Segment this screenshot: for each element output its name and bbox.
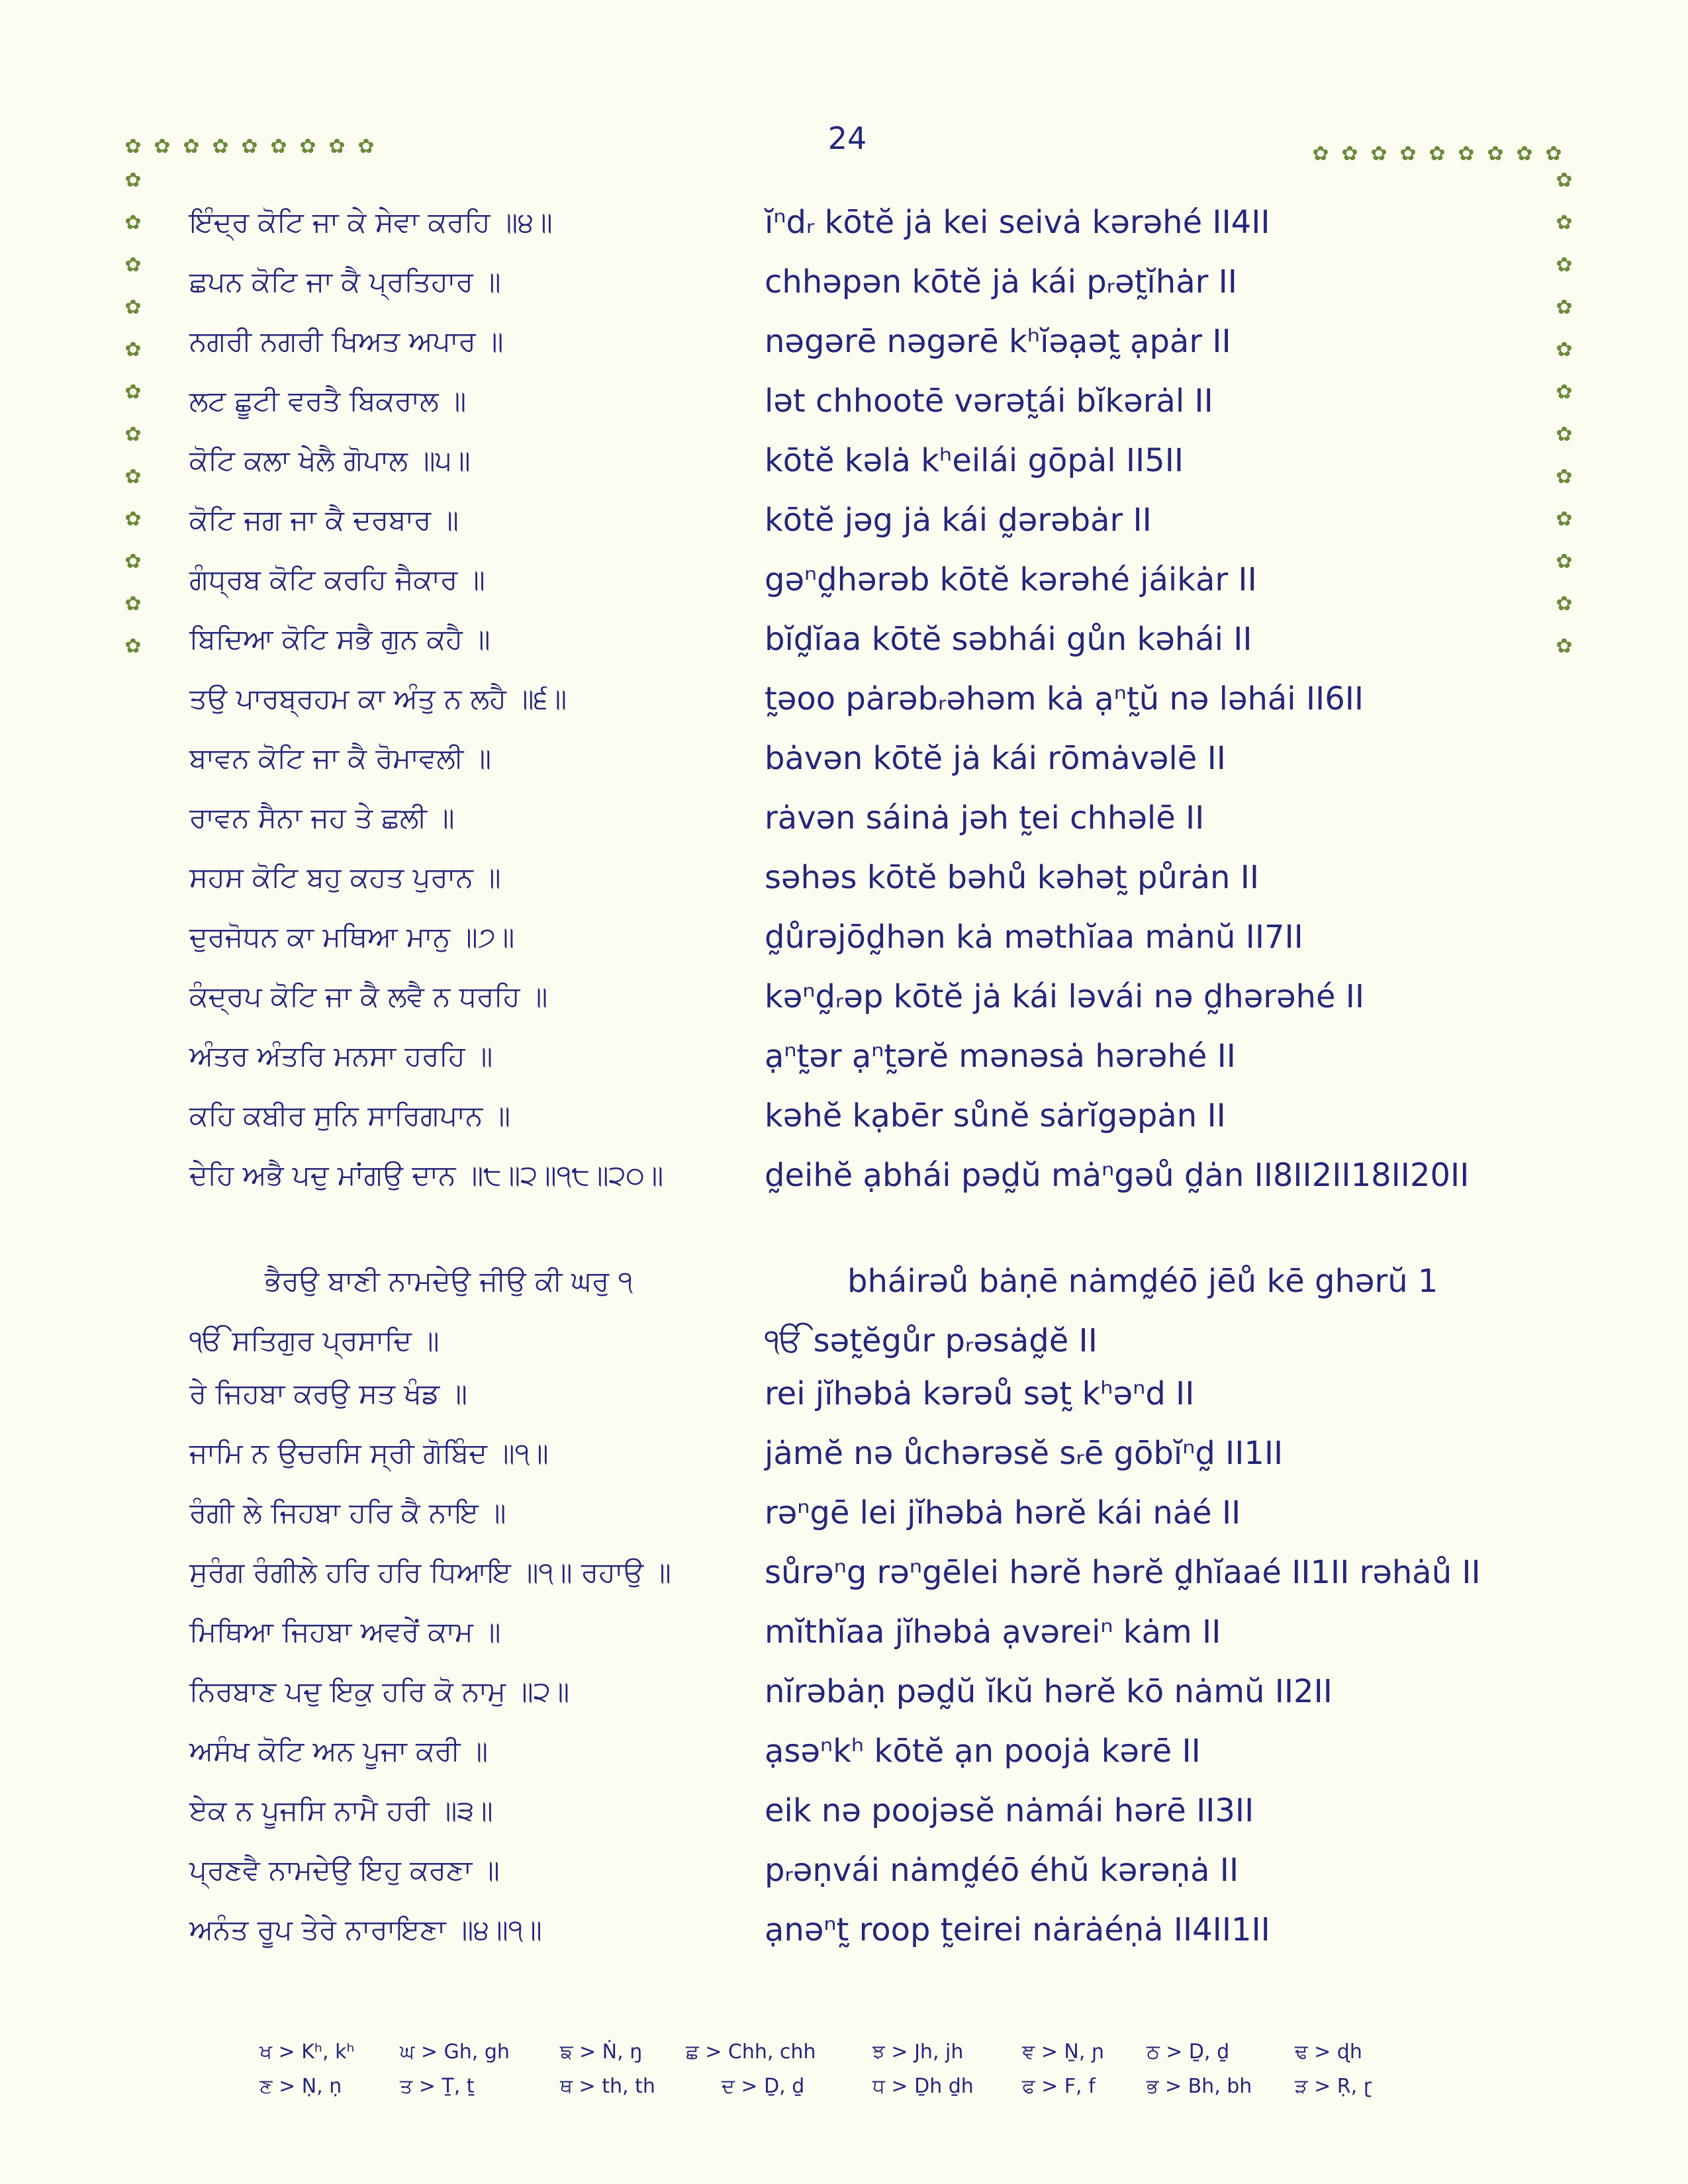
verse-line <box>0 851 1688 904</box>
verse-line <box>0 196 1688 249</box>
flower-ornament-icon <box>1398 144 1418 164</box>
legend-entry: ੜ > Ṛ, ɽ <box>1295 2075 1372 2098</box>
transliteration-text: kōtĕ kəlȧ kʰeilái gōpȧl II5II <box>765 442 1184 479</box>
gurmukhi-text: ਨਗਰੀ ਨਗਰੀ ਖਿਅਤ ਅਪਾਰ ॥ <box>189 325 504 357</box>
gurmukhi-text: ਰਾਵਨ ਸੈਨਾ ਜਹ ਤੇ ਛਲੀ ॥ <box>189 801 455 834</box>
flower-ornament-icon <box>1311 144 1331 164</box>
transliteration-text: t̰əoo pȧrəbᵣəhəm kȧ ạⁿt̰ŭ nə ləhái II6II <box>765 680 1364 717</box>
transliteration-text: d̰eihĕ ạbhái pəd̰ŭ mȧⁿgəů d̰ȧn II8II2II18II20II <box>765 1157 1470 1194</box>
verse-line <box>0 672 1688 725</box>
gurmukhi-text: ਬਾਵਨ ਕੋਟਿ ਜਾ ਕੈ ਰੋਮਾਵਲੀ ॥ <box>189 742 492 774</box>
transliteration-text: d̰ůrəjōd̰hən kȧ məthĭaa mȧnŭ II7II <box>765 919 1303 956</box>
transliteration-text: nəgərē nəgərē kʰĭəạət̰ ạpȧr II <box>765 323 1231 360</box>
transliteration-text: ĭⁿdᵣ kōtĕ jȧ kei seivȧ kərəhé II4II <box>765 204 1270 241</box>
gurmukhi-text: ਕੋਟਿ ਕਲਾ ਖੇਲੈ ਗੋਪਾਲ ॥੫॥ <box>189 444 471 477</box>
transliteration-text: ạnəⁿt̰ roop t̰eirei nȧrȧéṇȧ II4II1II <box>765 1911 1270 1948</box>
verse-line <box>0 1903 1688 1956</box>
gurmukhi-text: ਕੋਟਿ ਜਗ ਜਾ ਕੈ ਦਰਬਾਰ ॥ <box>189 504 459 536</box>
legend-entry: ਤ > Ṯ, ṯ <box>400 2075 475 2098</box>
transliteration-text: nĭrəbȧṇ pəd̰ŭ ĭkŭ hərĕ kō nȧmŭ II2II <box>765 1673 1333 1710</box>
verse-line <box>0 1784 1688 1837</box>
verse-line <box>0 1089 1688 1142</box>
transliteration-text: kōtĕ jəg jȧ kái d̰ərəbȧr II <box>765 502 1152 539</box>
gurmukhi-text: ਏਕ ਨ ਪੂਜਸਿ ਨਾਮੈ ਹਰੀ ॥੩॥ <box>189 1794 493 1827</box>
transliteration-text: rei jĭhəbȧ kərəů sət̰ kʰəⁿd II <box>765 1375 1195 1412</box>
transliteration-text: kəhĕ kạbēr sůnĕ sȧrĭgəpȧn II <box>765 1097 1226 1134</box>
legend-row <box>0 2070 1688 2103</box>
gurmukhi-text: ਅੰਤਰ ਅੰਤਰਿ ਮਨਸਾ ਹਰਹਿ ॥ <box>189 1040 493 1072</box>
gurmukhi-text: ਤਉ ਪਾਰਬ੍ਰਹਮ ਕਾ ਅੰਤੁ ਨ ਲਹੈ ॥੬॥ <box>189 682 567 715</box>
flower-ornament-icon <box>1369 144 1389 164</box>
legend-entry: ਖ > Kʰ, kʰ <box>259 2040 355 2064</box>
verse-line <box>0 1030 1688 1083</box>
flower-ornament-icon <box>298 137 318 157</box>
flower-ornament-icon <box>1515 144 1534 164</box>
gurmukhi-text: ਅਨੰਤ ਰੂਪ ਤੇਰੇ ਨਾਰਾਇਣਾ ॥੪॥੧॥ <box>189 1913 542 1946</box>
verse-line <box>0 255 1688 308</box>
flower-ornament-icon <box>1456 144 1476 164</box>
gurmukhi-text: ਕਹਿ ਕਬੀਰ ਸੁਨਿ ਸਾਰਿਗਪਾਨ ॥ <box>189 1099 511 1132</box>
verse-line <box>0 911 1688 964</box>
flower-ornament-icon <box>1485 144 1505 164</box>
flower-ornament-icon <box>1340 144 1360 164</box>
verse-line <box>0 553 1688 606</box>
transliteration-text: chhəpən kōtĕ jȧ kái pᵣət̰ĭhȧr II <box>765 263 1237 300</box>
gurmukhi-text: ਗੰਧ੍ਰਬ ਕੋਟਿ ਕਰਹਿ ਜੈਕਾਰ ॥ <box>189 563 485 596</box>
legend-entry: ਦ > Ḏ, ḏ <box>722 2075 805 2098</box>
transliteration-text: ạⁿt̰ər ạⁿt̰ərĕ mənəsȧ hərəhé II <box>765 1038 1236 1075</box>
verse-line <box>0 494 1688 547</box>
verse-line <box>0 1367 1688 1420</box>
legend-entry: ਫ > F, f <box>1022 2075 1096 2098</box>
flower-ornament-icon <box>1544 144 1564 164</box>
gurmukhi-text: ਸਹਸ ਕੋਟਿ ਬਹੁ ਕਹਤ ਪੁਰਾਨ ॥ <box>189 861 501 893</box>
verse-line <box>0 613 1688 666</box>
gurmukhi-text: ਲਟ ਛੂਟੀ ਵਰਤੈ ਬਿਕਰਾਲ ॥ <box>189 385 467 417</box>
gurmukhi-text: ਜਾਮਿ ਨ ਉਚਰਸਿ ਸ੍ਰੀ ਗੋਬਿੰਦ ॥੧॥ <box>189 1437 549 1469</box>
section-heading-gurmukhi: ਭੈਰਉ ਬਾਣੀ ਨਾਮਦੇਉ ਜੀਉ ਕੀ ਘਰੁ ੧ <box>265 1265 633 1297</box>
transliteration-text: eik nə poojəsĕ nȧmái hərē II3II <box>765 1792 1254 1829</box>
verse-line <box>0 315 1688 368</box>
verse-line <box>0 434 1688 487</box>
verse-line <box>0 1427 1688 1480</box>
transliteration-text: kəⁿd̰ᵣəp kōtĕ jȧ kái ləvái nə d̰hərəhé II <box>765 978 1365 1015</box>
verse-line <box>0 1149 1688 1202</box>
flower-ornament-icon <box>1554 171 1574 191</box>
page-number: 24 <box>827 120 867 156</box>
transliteration-text: ạsəⁿkʰ kōtĕ ạn poojȧ kərē II <box>765 1733 1201 1770</box>
flower-ornament-icon <box>356 137 376 157</box>
verse-line <box>0 1725 1688 1778</box>
transliteration-text: jȧmĕ nə ůchərəsĕ sᵣē gōbĭⁿd̰ II1II <box>765 1435 1284 1472</box>
gurmukhi-text: ਇੰਦ੍ਰ ਕੋਟਿ ਜਾ ਕੇ ਸੇਵਾ ਕਰਹਿ ॥੪॥ <box>189 206 553 238</box>
gurmukhi-text: ਰੰਗੀ ਲੇ ਜਿਹਬਾ ਹਰਿ ਕੈ ਨਾਇ ॥ <box>189 1496 506 1529</box>
legend-entry: ਘ > Gh, gh <box>400 2040 510 2064</box>
gurmukhi-text: ਛਪਨ ਕੋਟਿ ਜਾ ਕੈ ਪ੍ਰਤਿਹਾਰ ॥ <box>189 265 501 298</box>
flower-ornament-icon <box>240 137 259 157</box>
gurmukhi-text: ਮਿਥਿਆ ਜਿਹਬਾ ਅਵਰੇਂ ਕਾਮ ॥ <box>189 1615 501 1648</box>
flower-ornament-icon <box>152 137 172 157</box>
verse-line <box>0 1665 1688 1718</box>
flower-ornament-icon <box>181 137 201 157</box>
legend-entry: ਙ > Ṅ, ŋ <box>560 2040 643 2064</box>
transliteration-text: rȧvən sáinȧ jəh t̰ei chhəlē II <box>765 799 1205 837</box>
legend-entry: ਭ > Bh, bh <box>1147 2075 1252 2098</box>
flower-ornament-icon <box>1427 144 1447 164</box>
transliteration-text: mĭthĭaa jĭhəbȧ ạvəreiⁿ kȧm II <box>765 1614 1221 1651</box>
verse-line <box>0 732 1688 785</box>
section-heading <box>0 1255 1688 1308</box>
verse-line <box>0 1606 1688 1659</box>
section-heading-translit: bháirəů bȧṇē nȧmd̰éō jēů kē ghərŭ 1 <box>847 1263 1438 1300</box>
legend-entry: ਣ > Ṇ, ṇ <box>259 2075 342 2098</box>
legend-entry: ਛ > Chh, chh <box>686 2040 816 2064</box>
gurmukhi-text: ਅਸੰਖ ਕੋਟਿ ਅਨ ਪੂਜਾ ਕਰੀ ॥ <box>189 1735 489 1767</box>
transliteration-text: ੴ sət̰ĕgůr pᵣəsȧd̰ĕ II <box>765 1322 1098 1359</box>
transliteration-text: bȧvən kōtĕ jȧ kái rōmȧvəlē II <box>765 740 1226 777</box>
flower-ornament-icon <box>327 137 347 157</box>
verse-line <box>0 1546 1688 1599</box>
gurmukhi-text: ਨਿਰਬਾਣ ਪਦੁ ਇਕੁ ਹਰਿ ਕੋ ਨਾਮੁ ॥੨॥ <box>189 1675 570 1707</box>
flower-ornament-icon <box>123 137 143 157</box>
transliteration-text: səhəs kōtĕ bəhů kəhət̰ půrȧn II <box>765 859 1260 896</box>
transliteration-text: pᵣəṇvái nȧmd̰éō éhŭ kərəṇȧ II <box>765 1852 1239 1889</box>
legend-entry: ਝ > Jh, jh <box>872 2040 964 2064</box>
transliteration-text: rəⁿgē lei jĭhəbȧ hərĕ kái nȧé II <box>765 1494 1241 1531</box>
legend-entry: ਥ > th, th <box>560 2075 655 2098</box>
verse-line <box>0 792 1688 844</box>
gurmukhi-text: ਰੇ ਜਿਹਬਾ ਕਰਉ ਸਤ ਖੰਡ ॥ <box>189 1377 467 1410</box>
gurmukhi-text: ਕੰਦ੍ਰਪ ਕੋਟਿ ਜਾ ਕੈ ਲਵੈ ਨ ਧਰਹਿ ॥ <box>189 980 548 1013</box>
flower-ornament-icon <box>269 137 289 157</box>
gurmukhi-text: ਦੇਹਿ ਅਭੈ ਪਦੁ ਮਾਂਗਉ ਦਾਨ ॥੮॥੨॥੧੮॥੨੦॥ <box>189 1159 664 1191</box>
verse-line <box>0 970 1688 1023</box>
transliteration-text: gəⁿd̰hərəb kōtĕ kərəhé jáikȧr II <box>765 561 1257 598</box>
legend-entry: ਢ > ɖh <box>1295 2040 1362 2064</box>
verse-line <box>0 1844 1688 1897</box>
transliteration-text: bĭd̰ĭaa kōtĕ səbhái gůn kəhái II <box>765 621 1252 658</box>
gurmukhi-text: ੴ ਸਤਿਗੁਰ ਪ੍ਰਸਾਦਿ ॥ <box>189 1324 440 1357</box>
legend-entry: ਧ > Ḏh ḏh <box>872 2075 974 2098</box>
legend-row <box>0 2036 1688 2069</box>
verse-line <box>0 1486 1688 1539</box>
legend-entry: ਠ > Ḏ, ḏ <box>1147 2040 1230 2064</box>
flower-ornament-icon <box>211 137 230 157</box>
gurmukhi-text: ਸੁਰੰਗ ਰੰਗੀਲੇ ਹਰਿ ਹਰਿ ਧਿਆਇ ॥੧॥ ਰਹਾਉ ॥ <box>189 1556 671 1588</box>
flower-ornament-icon <box>123 171 143 191</box>
transliteration-text: sůrəⁿg rəⁿgēlei hərĕ hərĕ d̰hĭaaé II1II rəhȧů II <box>765 1554 1481 1591</box>
gurmukhi-text: ਬਿਦਿਆ ਕੋਟਿ ਸਭੈ ਗੁਨ ਕਹੈ ॥ <box>189 623 491 655</box>
gurmukhi-text: ਪ੍ਰਣਵੈ ਨਾਮਦੇਉ ਇਹੁ ਕਰਣਾ ॥ <box>189 1854 500 1886</box>
verse-line <box>0 1314 1688 1367</box>
verse-line <box>0 375 1688 428</box>
transliteration-text: lət chhootē vərət̰ái bĭkərȧl II <box>765 383 1213 420</box>
legend-entry: ਞ > Ṉ, ɲ <box>1022 2040 1105 2064</box>
gurmukhi-text: ਦੁਰਜੋਧਨ ਕਾ ਮਥਿਆ ਮਾਨੁ ॥੭॥ <box>189 921 515 953</box>
